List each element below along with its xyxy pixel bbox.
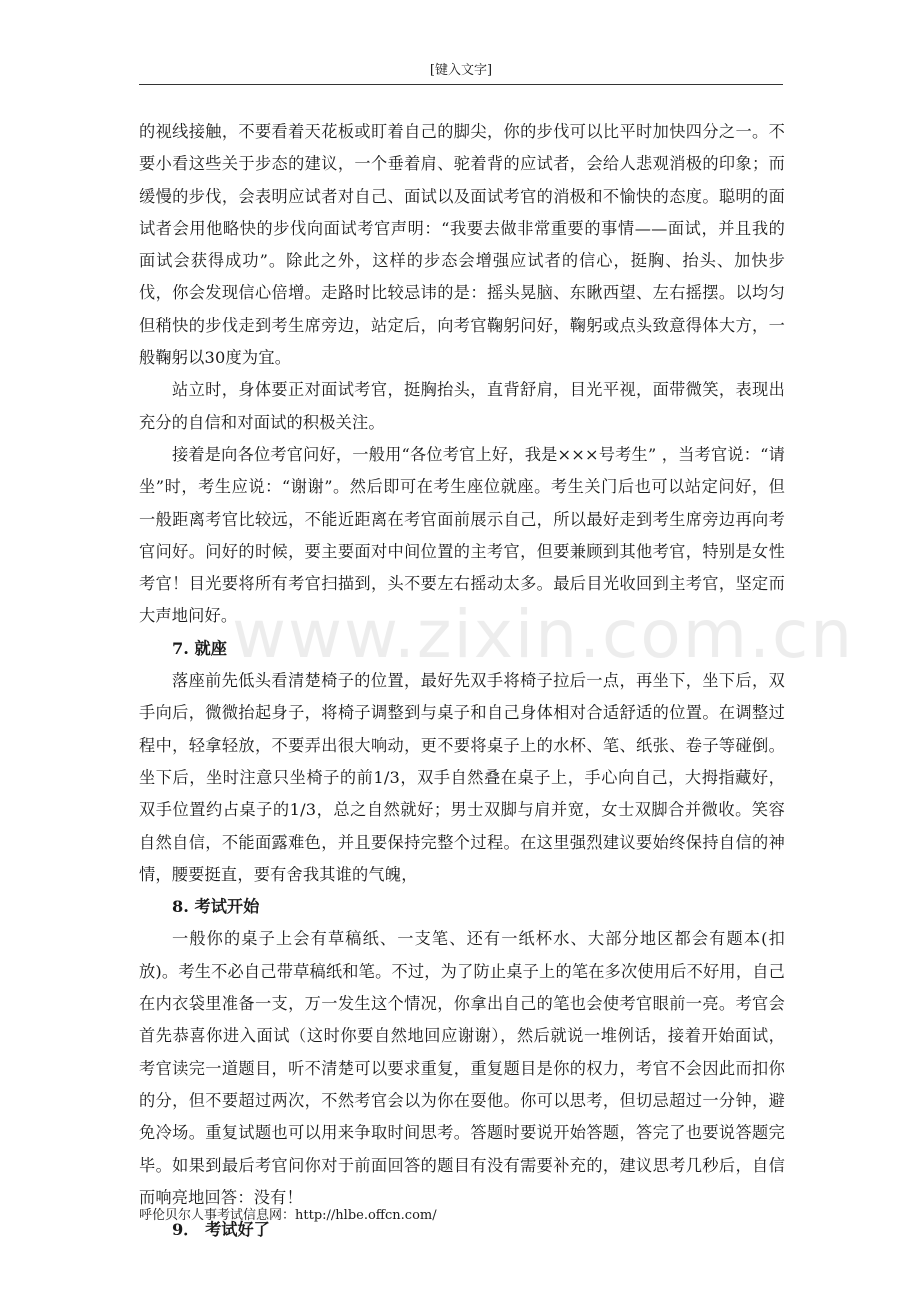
document-body [139, 116, 785, 1246]
paragraph-standing: 站立时，身体要正对面试考官，挺胸抬头，直背舒肩，目光平视，面带微笑，表现出充分的自信和对面试的积极关注。 [139, 380, 785, 432]
page-footer: 呼伦贝尔人事考试信息网：http://hlbe.offcn.com/ [139, 1208, 437, 1223]
header-divider [139, 84, 783, 85]
section-heading-seating: 7. 就座 [172, 638, 227, 658]
watermark: www.zixin.com.cn [232, 596, 855, 673]
paragraph-exam-start: 一般你的桌子上会有草稿纸、一支笔、还有一纸杯水、大部分地区都会有题本(扣放)。考生不必自己带草稿纸和笔。不过，为了防止桌子上的笔在多次使用后不好用，自己在内衣袋里准备一支，万一发生这个情况，你拿出自己的笔也会使考官眼前一亮。考官会首先恭喜你进入面试（这时你要自然地回应谢谢），然后就说一堆例话，接着开始面试，考官读完一道题目，听不清楚可以要求重复，重复题目是你的权力，考官不会因此而扣你的分，但不要超过两次，不然考官会以为你在耍他。你可以思考，但切忌超过一分钟，避免冷场。重复试题也可以用来争取时间思考。答题时要说开始答题，答完了也要说答题完毕。如果到最后考官问你对于前面回答的题目有没有需要补充的，建议思考几秒后，自信而响亮地回答：没有！ [139, 929, 785, 1207]
page-header: [键入文字] [429, 63, 493, 78]
section-heading-exam-end: 9． 考试好了 [172, 1220, 270, 1240]
section-heading-exam-start: 8. 考试开始 [172, 897, 260, 917]
paragraph-greeting: 接着是向各位考官问好，一般用“各位考官上好，我是×××号考生” ，当考官说：“请坐”时，考生应说：“谢谢”。然后即可在考生座位就座。考生关门后也可以站定问好，但一般距离考官比较远，不能近距离在考官面前展示自己，所以最好走到考生席旁边再向考官问好。问好的时候，要主要面对中间位置的主考官，但要兼顾到其他考官，特别是女性考官！目光要将所有考官扫描到，头不要左右摇动太多。最后目光收回到主考官，坚定而大声地问好。 [139, 444, 785, 626]
paragraph-seating: 落座前先低头看清楚椅子的位置，最好先双手将椅子拉后一点，再坐下，坐下后，双手向后，微微抬起身子，将椅子调整到与桌子和自己身体相对合适舒适的位置。在调整过程中，轻拿轻放，不要弄出很大响动，更不要将桌子上的水杯、笔、纸张、卷子等碰倒。坐下后，坐时注意只坐椅子的前1/3，双手自然叠在桌子上，手心向自己，大拇指藏好，双手位置约占桌子的1/3，总之自然就好；男士双脚与肩并宽，女士双脚合并微收。笑容自然自信，不能面露难色，并且要保持完整个过程。在这里强烈建议要始终保持自信的神情，腰要挺直，要有舍我其谁的气魄， [139, 671, 785, 884]
paragraph-gait: 的视线接触，不要看着天花板或盯着自己的脚尖，你的步伐可以比平时加快四分之一。不要小看这些关于步态的建议，一个垂着肩、驼着背的应试者，会给人悲观消极的印象；而缓慢的步伐，会表明应试者对自己、面试以及面试考官的消极和不愉快的态度。聪明的面试者会用他略快的步伐向面试考官声明：“我要去做非常重要的事情——面试，并且我的面试会获得成功”。除此之外，这样的步态会增强应试者的信心，挺胸、抬头、加快步伐，你会发现信心倍增。走路时比较忌讳的是：摇头晃脑、东瞅西望、左右摇摆。以均匀但稍快的步伐走到考生席旁边，站定后，向考官鞠躬问好，鞠躬或点头致意得体大方，一般鞠躬以30度为宜。 [139, 122, 785, 368]
